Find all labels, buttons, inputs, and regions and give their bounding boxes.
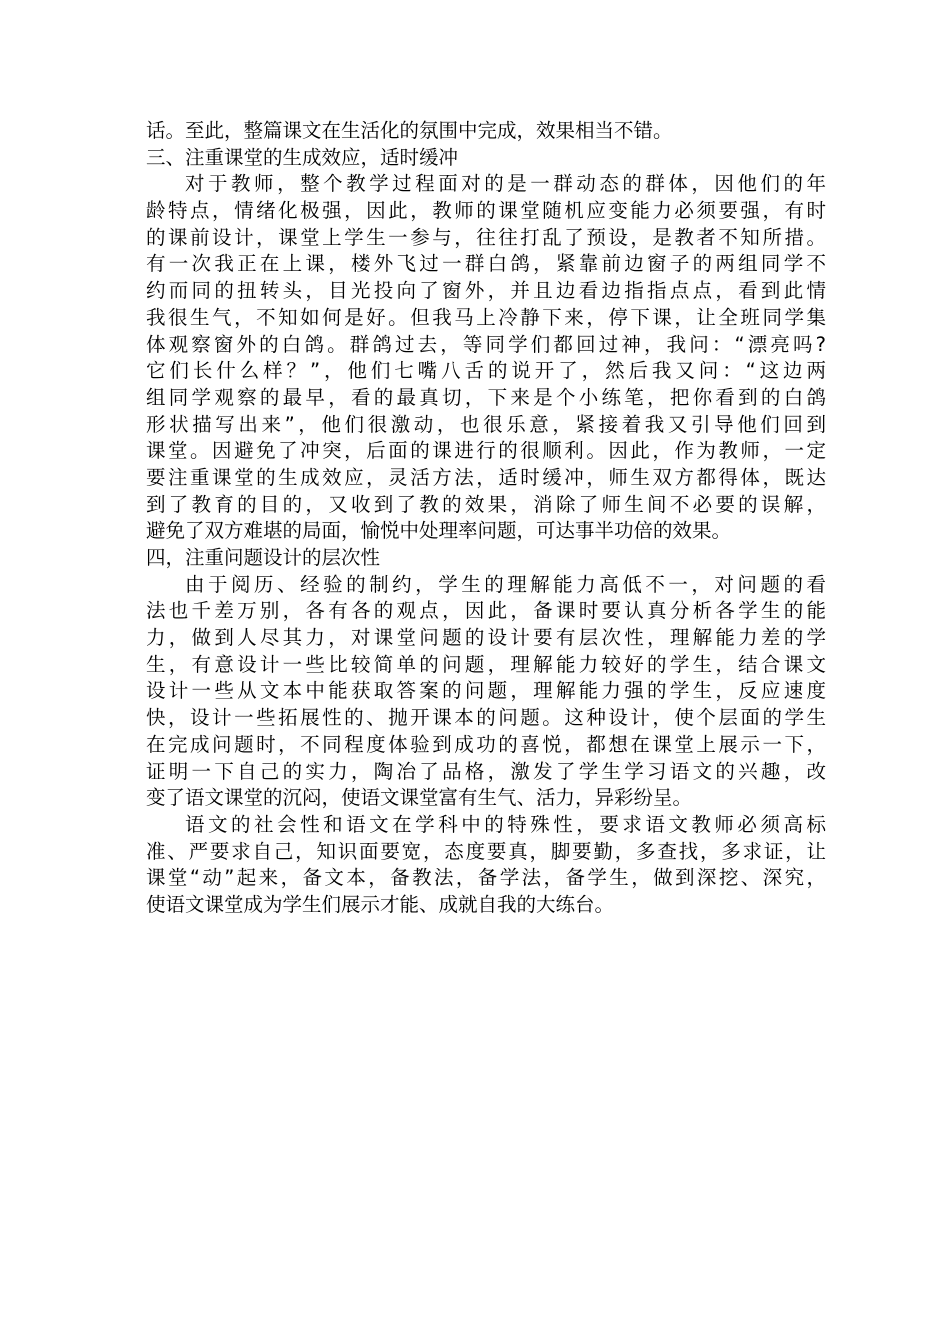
- paragraph-line: 生，有意设计一些比较简单的问题，理解能力较好的学生，结合课文: [146, 652, 826, 676]
- paragraph-line: 要注重课堂的生成效应，灵活方法，适时缓冲，师生双方都得体，既达: [146, 465, 826, 489]
- paragraph-line: 课堂“动”起来，备文本，备教法，备学法，备学生，做到深挖、深究，: [146, 866, 826, 890]
- paragraph-line: 语文的社会性和语文在学科中的特殊性，要求语文教师必须高标: [185, 812, 826, 836]
- paragraph-line: 课堂。因避免了冲突，后面的课进行的很顺利。因此，作为教师，一定: [146, 439, 826, 463]
- paragraph-line: 使语文课堂成为学生们展示才能、成就自我的大练台。: [146, 892, 615, 916]
- paragraph-line: 组同学观察的最早，看的最真切，下来是个小练笔，把你看到的白鸽: [146, 385, 826, 409]
- paragraph-line: 的课前设计，课堂上学生一参与，往往打乱了预设，是教者不知所措。: [146, 225, 826, 249]
- section-heading: 三、注重课堂的生成效应，适时缓冲: [146, 145, 459, 169]
- paragraph-line: 龄特点，情绪化极强，因此，教师的课堂随机应变能力必须要强，有时: [146, 199, 826, 223]
- paragraph-line: 证明一下自己的实力，陶冶了品格，激发了学生学习语文的兴趣，改: [146, 759, 826, 783]
- section-heading: 四，注重问题设计的层次性: [146, 546, 381, 569]
- paragraph-line: 到了教育的目的，又收到了教的效果，消除了师生间不必要的误解，: [146, 492, 826, 516]
- paragraph-line: 有一次我正在上课，楼外飞过一群白鸽，紧靠前边窗子的两组同学不: [146, 252, 826, 276]
- document-body: [146, 118, 826, 919]
- paragraph-line: 对于教师，整个教学过程面对的是一群动态的群体，因他们的年: [185, 172, 826, 196]
- paragraph-line: 避免了双方难堪的局面，愉悦中处理率问题，可达事半功倍的效果。: [146, 519, 732, 543]
- paragraph-line: 形状描写出来”，他们很激动，也很乐意，紧接着我又引导他们回到: [146, 412, 826, 436]
- paragraph-line: 它们长什么样？”，他们七嘴八舌的说开了，然后我又问：“这边两: [146, 359, 826, 383]
- paragraph-line: 变了语文课堂的沉闷，使语文课堂富有生气、活力，异彩纷呈。: [146, 786, 693, 810]
- paragraph-line: 设计一些从文本中能获取答案的问题，理解能力强的学生，反应速度: [146, 679, 826, 703]
- paragraph-line: 法也千差万别，各有各的观点，因此，备课时要认真分析各学生的能: [146, 599, 826, 623]
- paragraph-line: 在完成问题时，不同程度体验到成功的喜悦，都想在课堂上展示一下，: [146, 732, 826, 756]
- paragraph-line: 约而同的扭转头，目光投向了窗外，并且边看边指指点点，看到此情: [146, 279, 826, 303]
- paragraph-line: 由于阅历、经验的制约，学生的理解能力高低不一，对问题的看: [185, 572, 826, 596]
- paragraph-line: 准、严要求自己，知识面要宽，态度要真，脚要勤，多查找，多求证，让: [146, 839, 826, 863]
- paragraph-line: 快，设计一些拓展性的、抛开课本的问题。这种设计，使个层面的学生: [146, 706, 826, 730]
- paragraph-line: 体观察窗外的白鸽。群鸽过去，等同学们都回过神，我问：“漂亮吗?: [146, 332, 826, 356]
- paragraph-line: 力，做到人尽其力，对课堂问题的设计要有层次性，理解能力差的学: [146, 626, 826, 650]
- paragraph-line: 话。至此，整篇课文在生活化的氛围中完成，效果相当不错。: [146, 119, 673, 142]
- paragraph-line: 我很生气，不知如何是好。但我马上冷静下来，停下课，让全班同学集: [146, 305, 826, 329]
